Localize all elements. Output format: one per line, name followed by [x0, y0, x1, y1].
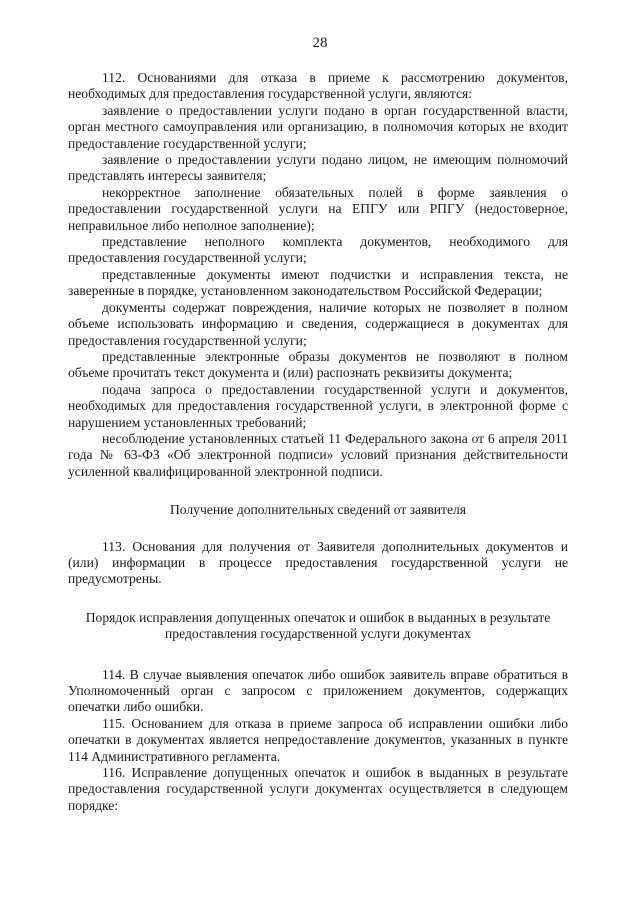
paragraph-112-item-7: представленные электронные образы документов не позволяют в полном объеме прочитать текст документа и (или) распознать реквизиты документа;	[68, 348, 568, 381]
section-heading-corrections-line-2: предоставления государственной услуги документах	[165, 626, 471, 642]
paragraph-112-item-2: заявление о предоставлении услуги подано лицом, не имеющим полномочий представлять интересы заявителя;	[68, 152, 568, 184]
paragraph-114: 114. В случае выявления опечаток либо ошибок заявитель вправе обратиться в Уполномоченный орган с запросом с приложением документов, содержащих опечатки либо ошибки.	[68, 666, 568, 715]
paragraph-112-item-8: подача запроса о предоставлении государственной услуги и документов, необходимых для предоставления государственной услуги, в электронной форме с нарушением установленных требований;	[68, 381, 568, 430]
paragraph-113: 113. Основания для получения от Заявителя дополнительных документов и (или) информации в процессе предоставления государственной услуги не предусмотрены.	[68, 538, 568, 587]
paragraph-112-item-6: документы содержат повреждения, наличие которых не позволяет в полном объеме использовать информацию и сведения, содержащиеся в документах для предоставления государственной услуги;	[68, 299, 568, 348]
document-body	[68, 70, 568, 814]
section-heading-corrections-line-1: Порядок исправления допущенных опечаток и ошибок в выданных в результате	[85, 609, 551, 625]
paragraph-112-item-4: представление неполного комплекта документов, необходимого для предоставления государственной услуги;	[68, 234, 568, 266]
section-heading-corrections	[68, 610, 568, 643]
paragraph-116: 116. Исправление допущенных опечаток и ошибок в выданных в результате предоставления государственной услуги документах осуществляется в следующем порядке:	[68, 765, 568, 813]
paragraph-112-item-9: несоблюдение установленных статьей 11 Федерального закона от 6 апреля 2011 года № 63-ФЗ «Об электронной подписи» условий признания действительности усиленной квалифицированной электронной подписи.	[68, 430, 568, 479]
section-heading-additional-info: Получение дополнительных сведений от заявителя	[169, 502, 467, 518]
paragraph-112-item-1: заявление о предоставлении услуги подано в орган государственной власти, орган местного самоуправления или организацию, в полномочия которых не входит предоставление государственной услуги;	[68, 102, 568, 151]
paragraph-115: 115. Основанием для отказа в приеме запроса об исправлении ошибки либо опечатки в документах является непредоставление документов, указанных в пункте 114 Административного регламента.	[68, 715, 568, 764]
page-number: 28	[312, 35, 328, 51]
paragraph-112-item-5: представленные документы имеют подчистки и исправления текста, не заверенные в порядке, установленном законодательством Российской Федерации;	[68, 266, 568, 299]
paragraph-112-item-3: некорректное заполнение обязательных полей в форме заявления о предоставлении государственной услуги на ЕПГУ или РПГУ (недостоверное, неправильное либо неполное заполнение);	[68, 184, 568, 233]
paragraph-112-intro: 112. Основаниями для отказа в приеме к рассмотрению документов, необходимых для предоставления государственной услуги, являются:	[68, 70, 568, 102]
